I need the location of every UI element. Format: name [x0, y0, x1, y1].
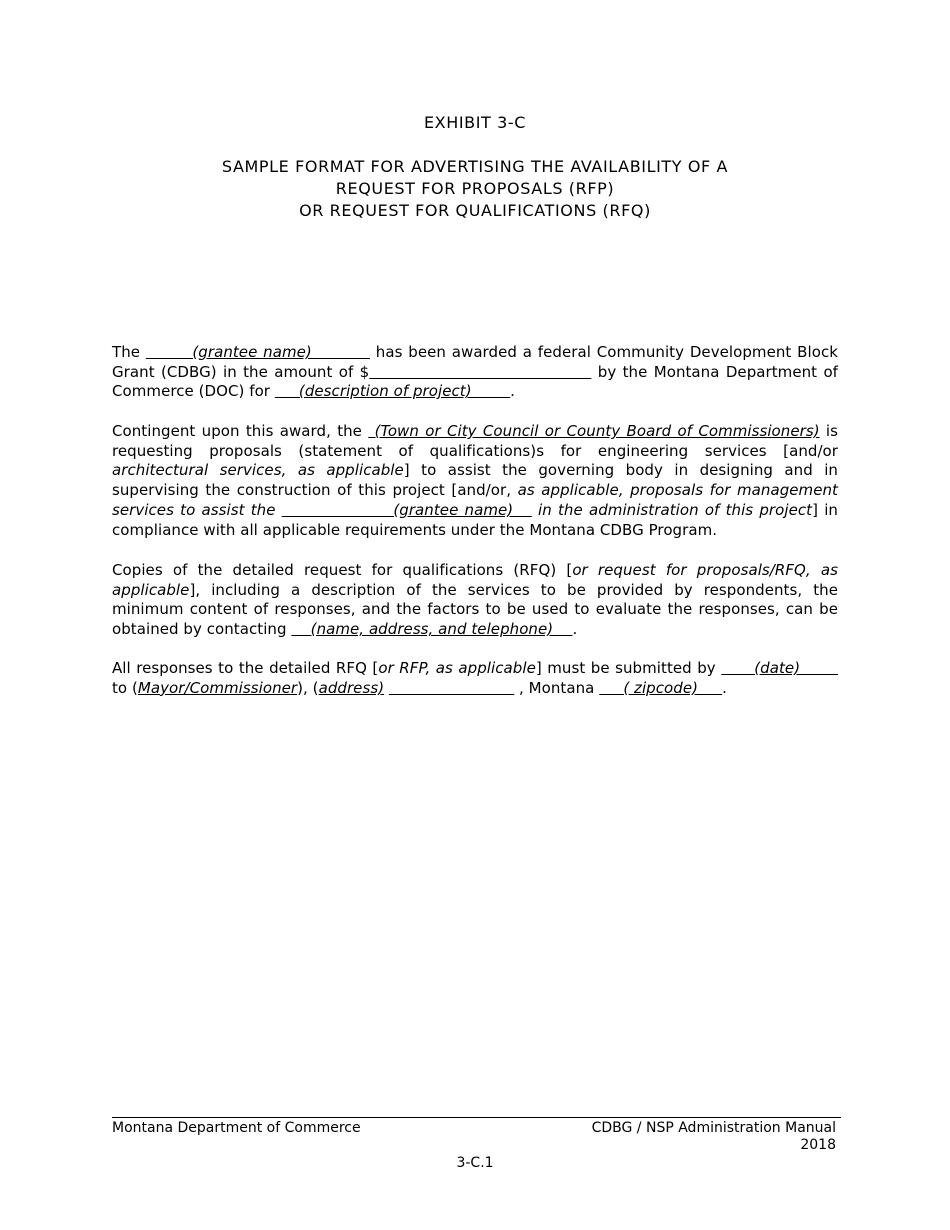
text: ], including a description of the services to be provided by respondents, the minimum content of responses, and the factors to be used to evaluate the responses, can be obtained by contacting: [112, 580, 838, 639]
subtitle-line-1: SAMPLE FORMAT FOR ADVERTISING THE AVAILABILITY OF A: [221, 157, 729, 176]
management-services-text: as applicable, proposals for management services to assist the: [112, 481, 838, 519]
footer-manual-title: CDBG / NSP Administration Manual: [591, 1120, 836, 1136]
administration-text: in the administration of this project: [531, 500, 813, 519]
text: is requesting proposals (statement of qualifications)s for engineering services [and/or: [112, 422, 838, 460]
date-blank: (date): [721, 659, 838, 677]
text: Contingent upon this award, the: [112, 422, 369, 440]
text: All responses to the detailed RFQ [: [112, 659, 379, 677]
subtitle-line-2: REQUEST FOR PROPOSALS (RFP): [335, 179, 615, 198]
text: by the Montana Department of Commerce (DOC) for: [112, 362, 838, 401]
grantee-name-blank: (grantee name): [145, 343, 370, 361]
text: .: [510, 382, 515, 401]
paragraph-responses: [112, 659, 838, 698]
text: ] in compliance with all applicable requirements under the Montana CDBG Program.: [112, 500, 838, 539]
mayor-commissioner-blank: Mayor/Commissioner: [137, 678, 298, 697]
zipcode-blank: ( zipcode): [599, 678, 723, 697]
text: .: [572, 620, 578, 639]
exhibit-title: EXHIBIT 3-C: [423, 113, 527, 132]
text: Copies of the detailed request for qualifications (RFQ) [: [112, 561, 573, 579]
text: ), (: [297, 678, 319, 697]
paragraph-award: [112, 343, 838, 402]
grantee-name-blank-2: (grantee name): [281, 500, 532, 519]
text: , Montana: [514, 678, 600, 697]
architectural-services-text: architectural services, as applicable: [112, 461, 404, 480]
address-label-blank: address): [318, 678, 385, 697]
text: ] to assist the governing body in designing and in supervising the construction of this project [and/or,: [112, 461, 838, 500]
footer-department: Montana Department of Commerce: [112, 1120, 361, 1136]
council-blank: (Town or City Council or County Board of Commissioners): [368, 422, 820, 440]
paragraph-contingent: [112, 422, 838, 540]
text: to (: [112, 678, 138, 697]
subtitle-line-3: OR REQUEST FOR QUALIFICATIONS (RFQ): [299, 201, 651, 220]
rfp-option-text: or request for proposals/RFQ, as applicable: [112, 561, 838, 599]
footer-manual: [592, 1120, 836, 1154]
paragraph-copies: [112, 561, 838, 640]
text: The: [112, 343, 146, 361]
address-blank: [389, 679, 514, 697]
footer-divider: [112, 1117, 841, 1118]
text: has been awarded a federal Community Development Block Grant (CDBG) in the amount of $: [112, 343, 838, 381]
text: ] must be submitted by: [535, 659, 722, 677]
amount-blank: [369, 363, 591, 381]
rfp-option-text-2: or RFP, as applicable: [378, 659, 536, 677]
page-number: 3-C.1: [456, 1155, 494, 1171]
text: .: [722, 678, 727, 697]
contact-blank: (name, address, and telephone): [291, 620, 573, 639]
footer-manual-year: 2018: [800, 1137, 836, 1153]
project-description-blank: (description of project): [274, 382, 511, 401]
